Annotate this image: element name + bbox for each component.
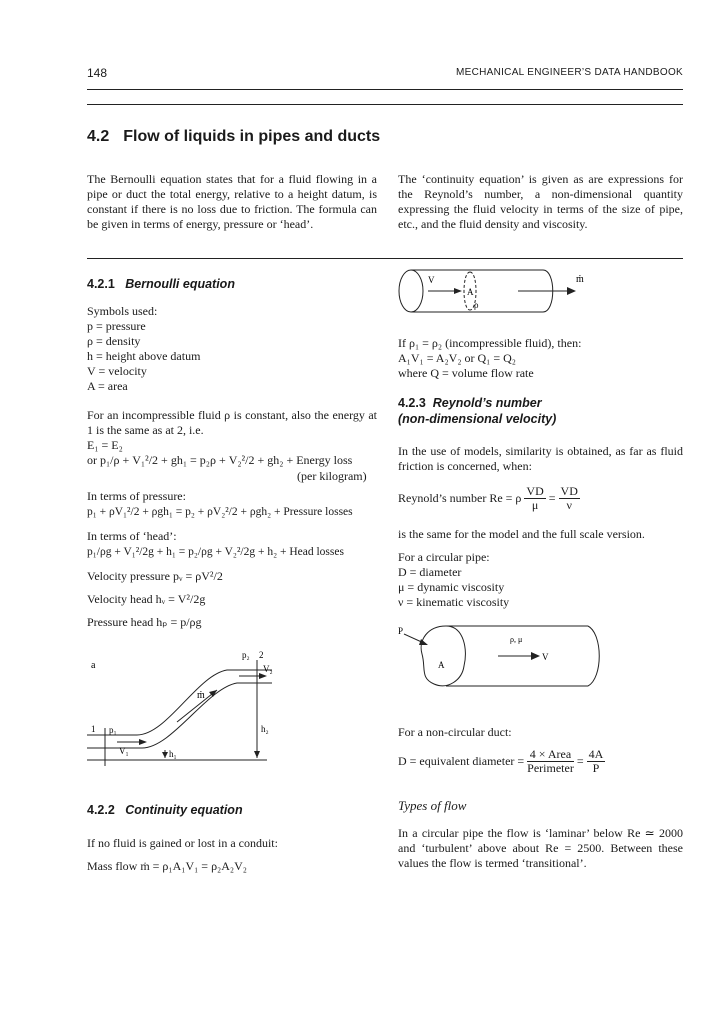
fraction-denominator: μ — [531, 498, 539, 512]
duct-diagram — [398, 620, 608, 692]
label-1: 1 — [91, 724, 96, 734]
equation-energy-note: (per kilogram) — [297, 469, 367, 483]
circular-symbol: μ = dynamic viscosity — [398, 580, 505, 594]
symbol-item: p = pressure — [87, 319, 146, 333]
duct-label-v: V — [542, 652, 549, 662]
reynolds-fraction-2 — [559, 485, 580, 512]
bernoulli-symbols — [87, 304, 387, 394]
reynolds-subtitle: (non-dimensional velocity) — [398, 412, 557, 426]
circular-heading: For a circular pipe: — [398, 550, 490, 564]
symbol-item: A = area — [87, 379, 128, 393]
circular-symbol: D = diameter — [398, 565, 462, 579]
fraction-numerator: VD — [526, 484, 544, 498]
equation-pressure: p₁ + ρV₁²/2 + ρgh₁ = p₂ + ρV₂²/2 + ρgh₂ + Pressure losses — [87, 506, 353, 518]
diameter-fraction-1 — [527, 748, 574, 775]
velocity-head: Velocity head hᵥ = V²/2g — [87, 592, 206, 606]
label-p2: p₂ — [242, 650, 250, 660]
symbol-item: V = velocity — [87, 364, 147, 378]
label-2: 2 — [259, 650, 264, 660]
equation-head: p₁/ρg + V₁²/2g + h₁ = p₂/ρg + V₂²/2g + h₂ + Head losses — [87, 546, 344, 558]
fraction-denominator: P — [592, 761, 600, 775]
duct-label-rho-mu: ρ, μ — [510, 635, 523, 644]
h1-arrowhead — [162, 752, 168, 758]
running-title: MECHANICAL ENGINEER’S DATA HANDBOOK — [455, 67, 683, 78]
symbol-item: h = height above datum — [87, 349, 201, 363]
continuity-title: Continuity equation — [125, 803, 243, 817]
pipe-label-a: A — [467, 287, 474, 297]
fraction-denominator: ν — [566, 498, 572, 512]
noncircular-heading: For a non-circular duct: — [398, 725, 512, 739]
label-v2: V₂ — [263, 664, 273, 674]
equation-e: E₁ = E₂ — [87, 438, 123, 452]
circular-symbol: ν = kinematic viscosity — [398, 595, 510, 609]
h2-arrowhead — [254, 751, 260, 758]
pipe-lower-wall — [87, 683, 272, 748]
fraction-denominator: Perimeter — [527, 761, 574, 775]
intro-left: The Bernoulli equation states that for a fluid flowing in a pipe or duct the total energy, relative to a height datum, is constant if there is no loss due to friction. The formula can be given in terms of energy, pressure or ‘head’. — [87, 172, 377, 231]
duct-label-p: P — [398, 626, 404, 636]
reynolds-equation: Reynold’s number Re = ρ $\frac{VD}{\mu}$ = $\frac{VD}{\nu}$ — [398, 484, 578, 512]
incompressible-condition: If ρ₁ = ρ₂ (incompressible fluid), then: — [398, 336, 582, 350]
pipe-inlet-end — [399, 270, 423, 312]
perimeter-pointer-head — [419, 639, 428, 645]
equation-energy: or p₁/ρ + V₁²/2 + gh₁ = p₂ρ + V₂²/2 + gh₂ + Energy loss — [87, 453, 353, 467]
section-title-text: Flow of liquids in pipes and ducts — [123, 128, 381, 145]
continuity-heading — [87, 803, 243, 817]
duct-flow-arrowhead — [531, 652, 540, 660]
bernoulli-diagram — [87, 640, 287, 780]
reynolds-heading — [398, 395, 556, 427]
pipe-inflow-arrowhead — [454, 288, 462, 294]
intro-right: The ‘continuity equation’ is given as are expressions for the Reynold’s number, a non-dimensional quantity expressing the fluid velocity in terms of the size of pipe, etc., and the fluid density and viscosity. — [398, 172, 683, 231]
pipe-diagram — [398, 268, 588, 314]
section-number: 4.2 — [87, 128, 110, 145]
reynolds-same-text: is the same for the model and the full scale version. — [398, 527, 645, 541]
incompressible-text: For an incompressible fluid ρ is constant, also the energy at 1 is the same as at 2, i.e. — [87, 408, 377, 437]
fraction-numerator: 4A — [588, 747, 604, 761]
symbol-item: ρ = density — [87, 334, 141, 348]
area-velocity-equation: A₁V₁ = A₂V₂ or Q₁ = Q₂ — [398, 351, 516, 365]
pipe-label-rho: ρ — [474, 300, 479, 310]
label-v1: V₁ — [119, 746, 129, 756]
circular-pipe-symbols — [398, 550, 678, 610]
bernoulli-title: Bernoulli equation — [125, 277, 235, 291]
duct-end — [588, 626, 599, 686]
diameter-fraction-2 — [587, 748, 606, 775]
reynolds-eq-label: Reynold’s number Re = ρ — [398, 491, 522, 505]
label-a: a — [91, 660, 96, 671]
continuity-text: If no fluid is gained or lost in a conduit: — [87, 836, 278, 850]
label-h2: h₂ — [261, 724, 269, 734]
section-rule — [87, 258, 683, 259]
volume-flow-definition: where Q = volume flow rate — [398, 366, 534, 380]
pipe-label-v: V — [428, 275, 435, 285]
flow-types-text: In a circular pipe the flow is ‘laminar’ below Re ≃ 2000 and ‘turbulent’ above about Re = 2500. Between these values the flow is termed ‘transitional’. — [398, 826, 683, 870]
reynolds-number: 4.2.3 — [398, 396, 426, 410]
continuity-equation: Mass flow ṁ = ρ₁A₁V₁ = ρ₂A₂V₂ — [87, 859, 247, 873]
reynolds-fraction-1 — [524, 485, 545, 512]
continuity-number: 4.2.2 — [87, 803, 115, 817]
velocity-pressure: Velocity pressure pᵥ = ρV²/2 — [87, 569, 223, 583]
bernoulli-number: 4.2.1 — [87, 277, 115, 291]
fraction-numerator: VD — [560, 484, 578, 498]
symbols-heading: Symbols used: — [87, 304, 158, 318]
reynolds-title: Reynold’s number — [432, 396, 542, 410]
bernoulli-heading — [87, 277, 235, 291]
header-rule — [87, 89, 683, 90]
equivalent-diameter-equation: D = equivalent diameter = $\frac{\text{4 × Area}}{\text{Perimeter}}$ = $\frac{4A}{P}$ — [398, 747, 604, 775]
duct-cross-section — [421, 626, 465, 686]
pressure-label: In terms of pressure: — [87, 489, 186, 503]
fraction-numerator: 4 × Area — [527, 748, 574, 762]
pipe-label-mdot: ṁ — [576, 274, 584, 285]
head-label: In terms of ‘head’: — [87, 529, 177, 543]
label-mdot: ṁ — [197, 690, 205, 701]
header-rule-2 — [87, 104, 683, 105]
reynolds-text: In the use of models, similarity is obtained, as far as fluid friction is concerned, when: — [398, 444, 683, 473]
duct-label-a: A — [438, 660, 445, 670]
pipe-outflow-arrowhead — [567, 287, 576, 295]
label-h1: h₁ — [169, 749, 177, 759]
page-number: 148 — [87, 66, 108, 80]
section-title — [87, 128, 380, 146]
label-p1: p₁ — [109, 725, 117, 735]
flow-types-heading: Types of flow — [398, 798, 467, 813]
pressure-head: Pressure head hₚ = p/ρg — [87, 615, 202, 629]
equivalent-diameter-label: D = equivalent diameter = — [398, 754, 525, 768]
